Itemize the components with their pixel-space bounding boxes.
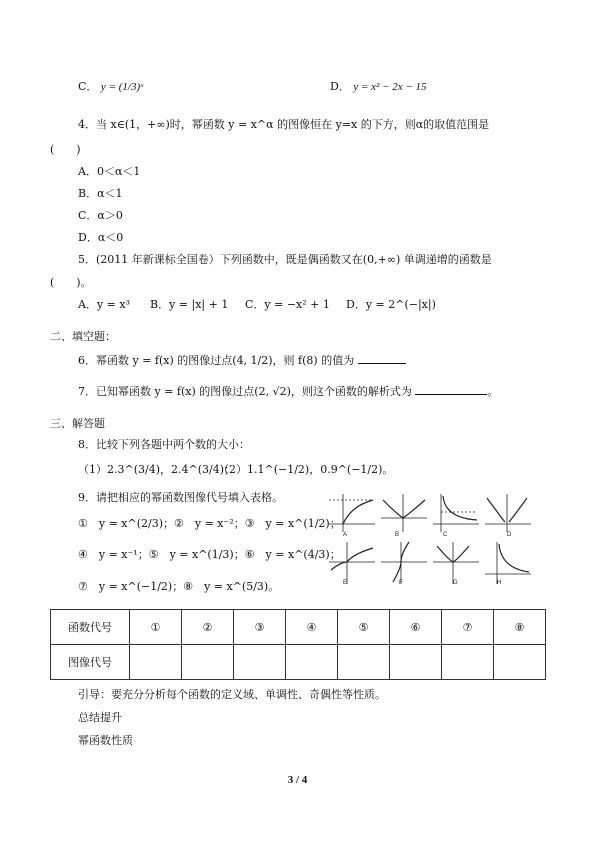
graph-h bbox=[485, 542, 531, 584]
q5-stem: 5．(2011 年新课标全国卷）下列函数中，既是偶函数又在(0,+∞) 单调递增的函数是 bbox=[78, 253, 492, 266]
graph-label-a: A bbox=[343, 532, 348, 538]
table-cell-code-1: ① bbox=[130, 610, 182, 645]
q7 bbox=[78, 385, 498, 399]
q3-option-d-expr: y = x² − 2x − 15 bbox=[353, 81, 427, 93]
q4-option-b: B．α＜1 bbox=[78, 187, 123, 200]
graph-label-g: G bbox=[453, 580, 458, 586]
q3-option-c-expr: y = (1/3)ˣ bbox=[100, 81, 144, 93]
table-header-graph-code: 图像代号 bbox=[51, 645, 130, 680]
q5-paren: ( )。 bbox=[50, 276, 92, 289]
table-answer-cell-2[interactable] bbox=[182, 645, 234, 680]
table-row-graphs bbox=[51, 645, 546, 680]
q3-option-d-label: D． bbox=[330, 80, 350, 93]
table-cell-code-6: ⑥ bbox=[390, 610, 442, 645]
q7-answer-blank[interactable] bbox=[415, 394, 487, 395]
q4-paren: ( ) bbox=[50, 143, 81, 156]
q4-stem: 4．当 x∈(1，+∞)时，幂函数 y = x^α 的图像恒在 y=x 的下方，则α的取值范围是 bbox=[78, 118, 490, 131]
guide-text: 引导：要充分分析每个函数的定义域、单调性、奇偶性等性质。 bbox=[78, 688, 386, 701]
graph-c bbox=[433, 494, 479, 532]
q9-stem: 9．请把相应的幂函数图像代号填入表格。 bbox=[78, 491, 283, 504]
table-answer-cell-5[interactable] bbox=[338, 645, 390, 680]
section3-title: 三、解答题 bbox=[50, 417, 105, 430]
table-answer-cell-7[interactable] bbox=[442, 645, 494, 680]
graph-a bbox=[329, 494, 375, 532]
table-header-function-code: 函数代号 bbox=[51, 610, 130, 645]
table-cell-code-8: ⑧ bbox=[494, 610, 546, 645]
q5-option-a: A．y = x³ bbox=[78, 298, 130, 311]
summary-heading: 总结提升 bbox=[78, 711, 122, 724]
page-number: 3 / 4 bbox=[287, 774, 308, 786]
q5-option-b: B．y = |x| + 1 bbox=[150, 298, 229, 311]
graph-e bbox=[329, 542, 375, 584]
q8-item-2: （2）1.1^(−1/2)，0.9^(−1/2)。 bbox=[218, 463, 394, 476]
q8-item-1: （1）2.3^(3/4)，2.4^(3/4)； bbox=[78, 463, 235, 476]
table-cell-code-5: ⑤ bbox=[338, 610, 390, 645]
graph-label-f: F bbox=[399, 580, 403, 586]
graph-label-h: H bbox=[497, 580, 502, 586]
graph-f bbox=[381, 542, 427, 584]
table-cell-code-2: ② bbox=[182, 610, 234, 645]
q7-end: 。 bbox=[487, 385, 499, 398]
q3-option-c-label: C． bbox=[78, 80, 98, 93]
q4-option-d: D．α＜0 bbox=[78, 231, 124, 244]
graph-g bbox=[433, 542, 479, 584]
graph-b bbox=[381, 494, 427, 532]
table-answer-cell-6[interactable] bbox=[390, 645, 442, 680]
answer-table bbox=[50, 609, 546, 680]
q7-text: 7．已知幂函数 y = f(x) 的图像过点(2, √2)，则这个函数的解析式为 bbox=[78, 385, 412, 398]
q3-option-d bbox=[330, 80, 427, 94]
q9-functions-row-1: ① y = x^(2/3)；② y = x⁻²；③ y = x^(1/2)； bbox=[78, 517, 341, 530]
q5-option-d: D．y = 2^(−|x|) bbox=[346, 298, 436, 311]
q6-text: 6．幂函数 y = f(x) 的图像过点(4, 1/2)，则 f(8) 的值为 bbox=[78, 354, 355, 367]
graph-label-b: B bbox=[395, 532, 400, 538]
table-cell-code-3: ③ bbox=[234, 610, 286, 645]
q5-option-c: C．y = −x² + 1 bbox=[245, 298, 330, 311]
graph-d bbox=[485, 494, 531, 532]
table-cell-code-7: ⑦ bbox=[442, 610, 494, 645]
table-answer-cell-8[interactable] bbox=[494, 645, 546, 680]
q3-option-c bbox=[78, 80, 143, 94]
q8-stem: 8．比较下列各题中两个数的大小： bbox=[78, 438, 250, 451]
q9-functions-row-2: ④ y = x⁻¹；⑤ y = x^(1/3)；⑥ y = x^(4/3)； bbox=[78, 548, 341, 561]
table-answer-cell-4[interactable] bbox=[286, 645, 338, 680]
graph-label-c: C bbox=[443, 532, 448, 538]
q6-answer-blank[interactable] bbox=[358, 363, 406, 364]
graph-label-d: D bbox=[507, 532, 512, 538]
table-cell-code-4: ④ bbox=[286, 610, 338, 645]
table-answer-cell-1[interactable] bbox=[130, 645, 182, 680]
q4-option-c: C．α＞0 bbox=[78, 209, 123, 222]
q9-functions-row-3: ⑦ y = x^(−1/2)；⑧ y = x^(5/3)。 bbox=[78, 580, 280, 593]
power-function-graphs bbox=[327, 492, 535, 586]
section2-title: 二、填空题： bbox=[50, 330, 116, 343]
topic-heading: 幂函数性质 bbox=[78, 734, 133, 747]
q4-option-a: A．0＜α＜1 bbox=[78, 165, 141, 178]
table-row-functions bbox=[51, 610, 546, 645]
q6 bbox=[78, 354, 406, 368]
table-answer-cell-3[interactable] bbox=[234, 645, 286, 680]
graph-label-e: E bbox=[343, 580, 348, 586]
